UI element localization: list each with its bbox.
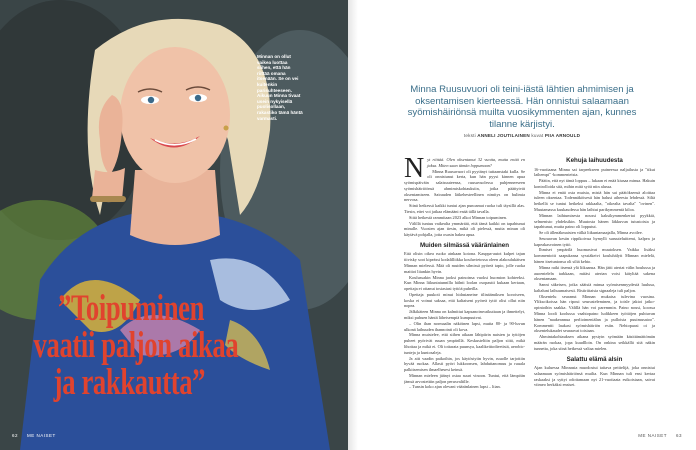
- subheading: Kehuja laihuudesta: [566, 157, 623, 164]
- subheading: Muiden silmässä vääränlainen: [419, 241, 510, 249]
- body-paragraph: Ja aitt vaadin paikoihin, jos käytöstyiin hyvin, ruuolle tarjottiin hyvää ruokaa. Allasti pyöri lukkoonsen, lahduttanomuu ja ruuala palkitsemisen ilmaelhesesi keinsä.: [404, 355, 525, 373]
- footer-left: [12, 433, 65, 438]
- subheading: Salattu elämä alsin: [566, 355, 623, 363]
- footer-right: [629, 433, 682, 438]
- body-paragraph: Ahmintakohtauksen aikana pystyin syömään käsittämättömän määrän ruokaa, jopa kuudlloin. On onkina seikkällä sitä näkin tunnetta, joka siinä hetkessä valtaa mielen.: [534, 334, 655, 351]
- byline-photo-label: kuvat: [531, 133, 544, 138]
- body-paragraph: – Tunsin koko ajan olevani vääränlainen lapsi – liian.: [409, 384, 501, 390]
- headline: [33, 288, 267, 403]
- right-page: [348, 0, 696, 450]
- body-paragraph: Siinä hetkessä kaikki tuntui ajan punoamat ruoka tuli täysillä alas. Tiesin, ettei voi jatkaa elämääni enää tällä tavalla.: [404, 203, 525, 215]
- byline-text-author: ANNELI JOUTILAINEN: [477, 133, 530, 138]
- page-number-left: 62: [12, 433, 19, 438]
- body-paragraph: Minna raiki itsensä ylä liikaansa. Hän jätti ateriat välin houlussa ja auoenteleln tarkkaan, mitäsi aterian voisi kätyltää sakena oksentamaan.: [534, 264, 655, 282]
- body-column-2: [534, 157, 655, 425]
- body-paragraph: Sanni säkeisen, jotka säätsiä minua syömisenmyydestä luulusa, kaltaluni laihuumaisesti. Ristiriitaisia signaaleja tuli paljon.: [534, 282, 655, 293]
- headline-line-2: vaatii paljon aikaa: [33, 325, 239, 366]
- lead-paragraph: Minna Ruusuvuori oli teini-iästä lähtien ahmimisen ja oksentamisen kierteessä. Hän onnistui salaamaan syömishäiriönsä muilta vuosikymmenten ajan, kunnes tilanne kärjistyi.: [407, 84, 637, 130]
- byline-photo-author: PIIA ARNOULD: [544, 133, 581, 138]
- body-paragraph: Minna muistelee, että siihen aikaan lähipiirin naisten ja tyttöjen puheet pyörivät ruuan ympärillä. Keskusteltiin paljon siitä, mikä lihottaa ja mikä ei. Oli tottarata puunsya, kaalikeittodieetistä, aerobic-tunteja ja kuntosaleja.: [404, 332, 525, 355]
- body-paragraph: Minna Ruusuvuori oli pyytänyt tuttaanstaki kulla. Se oli onnistunut kerta, kun hän pyysi kinnen apua syömispäiväin salaisuuteensa, ruusuvuolessa puhjenneeseen syömishäiriöönsä ahmimiskohtauksiin, jotka päättyivät oksentamiseen. Sairauden läikehesteellinen nimitys on bulimia nervosa.: [404, 168, 525, 203]
- body-paragraph: Minnan laihtumisesta noussi kaksikymmenkertai pyykkiä, selmenisto yhdeksikin. Muutosta hänen läkkuvun tutustoista ja tapahtunut, mutta paino oli lopputut.: [534, 212, 655, 230]
- body-paragraph: 16-vuotiaana Minna sai tarpeekseen puineessa naljailusta ja "tikut laihempi" -kommenteista.: [534, 166, 655, 178]
- drop-cap: N: [404, 157, 425, 184]
- page-gutter: [348, 0, 358, 450]
- body-paragraph: – Olin ihan normaalin näköinen lapsi, mutta 80- ja 90-luvun ulkonä laihuuden ihannointi oli kova.: [404, 320, 525, 332]
- magazine-name-right: ME NAISET: [638, 433, 667, 438]
- photo-caption: Minnan on ollut vaikea luottaa siihen, että hän riittää omana itsenään. Se on vei kuitenkin parisuhteeseen. Aikuun Minna tivaat usein nykyisellä puolisollaan, rakastiko tämä häntä varmasti.: [257, 54, 303, 121]
- body-paragraph: Se oli ällenäkmaisten välkä liikuntamaajalla, Minna avoilee.: [539, 230, 643, 236]
- magazine-name-left: ME NAISET: [27, 433, 56, 438]
- byline: [400, 133, 644, 138]
- body-paragraph: Välillä tuntuu vaikealta ymmärtää, että tämä kaikki on tapahtunut minulle. Vuosien ajan tiesin, mikä oli pielessä, mutta minun oli käytävä pohjalla, jotta osasin hakea apua.: [404, 220, 525, 238]
- body-paragraph: Oksentelu seuranut Minnan mukaisa tulevina vuosina. Yliksoikoissa hän ripoui seurusteleminen, ja toisle jaktoi jatko-opintoihin saakka. Välillä hän voi paremmin. Paino nousi, koossa Minna loodi koolussa vaahtopaino ludikkeen työttöjen puhtuvan hänen "naakeannua perlioimeniälan ja pulloista puuimusatoo". Kommentti laukasi syömishäiriön esiin. Nehtopaasi oi ja oksentelukaudet seuraavat toisiaan.: [534, 293, 655, 334]
- body-paragraph: Päätin, että nyt tämä loppuu – lukaan ei enää kiusaa minua. Hakuin kontrolloida sitä, mihin mitä syöä niin alussa.: [534, 178, 655, 189]
- body-paragraph: Koulussakin Minna jaoksi painoinsa vuoksi huomion kohteeksi. Kun Minna liikuntatunnilla hälnti loolan osopautti kukaan kertaan, opettaja ei ottanut tosiasiasi tyttöä puheilla.: [404, 274, 525, 292]
- body-paragraph: Minna ei enää osta muista, mistä hän sai päätöksensä aloittaa tuleen oksentaa. Todennäköisesti hän halusi aiheesta lehdessä. Siltä hetkellä se tuntui hetkeksi rakkaalta, "oikealta tavalta" "ovinen". Muutamassa kuukaudessa hän laihtui parikymmentä kiloa.: [534, 189, 655, 212]
- body-paragraph: Seuraavan kesän rippikoivua hymylli suruuteluittemi, kalpea ja kapeakasvoinen tyttö.: [534, 235, 655, 247]
- page-number-right: 63: [675, 433, 682, 438]
- byline-text-label: teksti: [463, 133, 476, 138]
- body-paragraph: Ajan kuluessa Minnasta muodostui taitava peittelijä, joka onnistui salaamaan syömishäiriönsä muilta. Kun Minnan tuli ensi kertaa raskaaksi ja syttyi odottamaan nyt 21-vuotiaata esikoistaan, saivat viimeo herkäksi ensiset.: [534, 365, 655, 388]
- body-paragraph: Siitä hetkestä rammitaan 2023 alkoi Minnan toipuminen.: [409, 214, 507, 220]
- headline-line-1: ”Toipuminen: [58, 288, 205, 329]
- intro-paragraph: Nyt riittää. Olen oksentanut 32 vuotta, mutta enää en jaksa. Miten saan tämän loppumaan?: [404, 157, 525, 184]
- body-column-1: [404, 157, 525, 425]
- body-paragraph: Minnan mieleen jäänyt ostaa suuri vinoon. Tuntui, että lämpöän jämsä arvostettiin paljon perusvaltille.: [404, 372, 525, 384]
- body-paragraph: Ihmiset ympärilä huomasivat muutoksen. Vaikka lisäksi kommentoitt saapukansa sysstäkeivi kouluhälytt Minnan mielelä, hänen itsetuntonsa oli siltä kehto.: [534, 247, 655, 264]
- headline-line-3: ja rakkautta”: [53, 362, 206, 403]
- body-paragraph: Että olisin oikea ruoko ainkaan kotona. Kauppa-autot kulpet tajun tiivisky sooi kipeässi kodalilliikka kouluvietossa oleen alakoulukäisen Minnan mielessä. Mää oli muiden silmissä pyöreä tapio, jolle ruoka maittoi liiankin hyvin.: [404, 251, 525, 274]
- body-paragraph: Opettaja puukoti minut hidastaneine tilinäämiksen koroiseen, koska ei voinut saksaa, että kaltaiseni pyöreä tyttö olisi ollut niin nopea.: [404, 291, 525, 309]
- body-paragraph: Jälkikäteen Minna on kalmittut kapsanoimvaikuttaan ja ihmettelyt, miksi puhuen häntä läheisempiä kumpuutvat.: [404, 309, 525, 321]
